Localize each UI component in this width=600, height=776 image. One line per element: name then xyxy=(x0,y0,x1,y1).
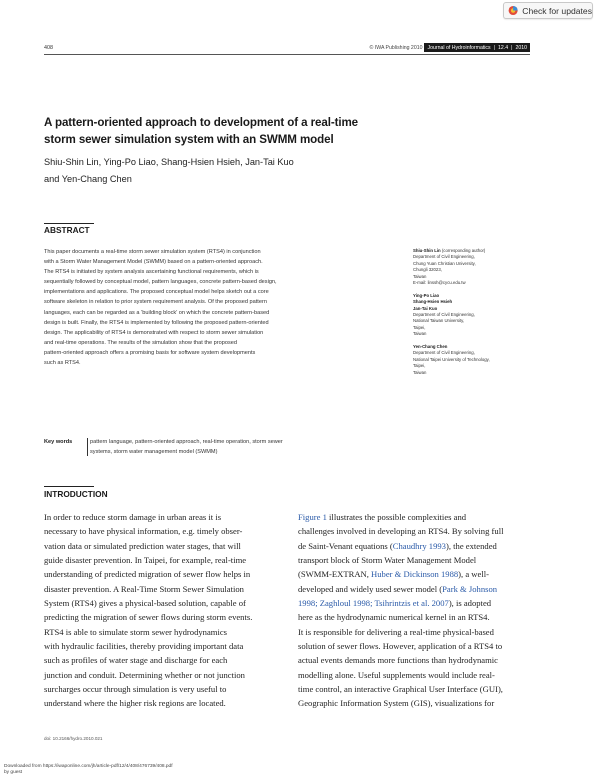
body-line: developed and widely used sewer model (Park & Johnson xyxy=(298,583,498,594)
body-line: RTS4 is able to simulate storm sewer hydrodynamics xyxy=(44,626,228,637)
body-line: System (RTS4) gives a physical-based solution, capable of xyxy=(44,598,246,609)
abstract-line: pattern-oriented approach offers a promising basis for software system developments xyxy=(44,349,256,356)
affiliation-name: Jan-Tai Kuo xyxy=(413,305,438,311)
keywords-label: Key words xyxy=(44,439,73,445)
abstract-line: languages, each can be regarded as a ‘building block’ on which the concrete pattern-based xyxy=(44,309,270,316)
body-line: time control, an interactive Graphical User Interface (GUI), xyxy=(298,684,503,695)
title-line: storm sewer simulation system with an SWMM model xyxy=(44,133,334,146)
journal-name: Journal of Hydroinformatics xyxy=(427,44,491,51)
author-list xyxy=(44,154,294,188)
body-line: It is responsible for delivering a real-time physical-based xyxy=(298,626,494,637)
affiliation-line: Department of Civil Engineering, xyxy=(413,312,475,318)
check-updates-icon xyxy=(508,5,518,16)
affiliation-line: Chungli 32023, xyxy=(413,267,442,273)
footer-line: Downloaded from https://iwaponline.com/jh/article-pdf/12/4/408/476739/408.pdf xyxy=(4,764,173,769)
affiliation-line: Department of Civil Engineering, xyxy=(413,254,475,260)
affiliation-block xyxy=(413,344,490,376)
separator: | xyxy=(511,44,513,51)
abstract-line: implementations and applications. The proposed conceptual model helps sketch out a core xyxy=(44,289,269,296)
author-line: Shiu-Shin Lin, Ying-Po Liao, Shang-Hsien Hsieh, Jan-Tai Kuo xyxy=(44,157,294,167)
abstract-line: and real-time operations. The results of the simulation show that the proposed xyxy=(44,339,237,346)
body-line: In order to reduce storm damage in urban areas it is xyxy=(44,512,222,522)
affiliation-line: Chung Yuan Christian University, xyxy=(413,260,476,266)
header-rule xyxy=(44,54,530,55)
affiliation-email: E-mail: linssh@cycu.edu.tw xyxy=(413,280,466,286)
introduction-left-column xyxy=(44,510,252,711)
introduction-rule xyxy=(44,486,94,487)
body-line: guide disaster prevention. In Taipei, for example, real-time xyxy=(44,555,247,566)
keywords-line: systems, storm water management model (SWMM) xyxy=(90,449,218,456)
affiliation-name: Yen-Chang Chen xyxy=(413,344,448,350)
introduction-right-column xyxy=(298,510,503,711)
keywords-divider xyxy=(87,438,88,456)
keywords-line: pattern language, pattern-oriented approach, real-time operation, storm sewer xyxy=(90,439,283,445)
affiliation-name: Shiu-Shin Lin xyxy=(413,248,441,253)
page-number: 408 xyxy=(44,45,53,51)
abstract-heading: ABSTRACT xyxy=(44,225,90,235)
citation-link[interactable]: 1998; Zaghloul 1998; Tsihrintzis et al. 2007 xyxy=(298,598,449,609)
figure-link[interactable]: Figure 1 xyxy=(298,512,327,522)
body-line: with hydraulic facilities, thereby providing important data xyxy=(44,641,244,652)
citation-link[interactable]: Huber & Dickinson 1988 xyxy=(371,569,459,580)
affiliation-line: Department of Civil Engineering, xyxy=(413,350,475,356)
body-line: disaster prevention. A Real-Time Storm Sewer Simulation xyxy=(44,583,244,594)
abstract-line: such as RTS4. xyxy=(44,360,81,367)
introduction-heading: INTRODUCTION xyxy=(44,489,108,499)
affiliation-note: (corresponding author) xyxy=(440,248,486,253)
affiliation-block xyxy=(413,248,490,286)
body-line: solution of sewer flows. However, application of a RTS4 to xyxy=(298,641,503,652)
body-line: vation data or simulated prediction water stages, that will xyxy=(44,540,241,551)
separator: | xyxy=(493,44,495,51)
body-line: such as profiles of water stage and discharge for each xyxy=(44,655,228,666)
check-for-updates-button[interactable] xyxy=(503,2,593,19)
affiliation-name: Shang-Hsien Hsieh xyxy=(413,299,453,305)
body-line: Geographic Information System (GIS), visualizations for xyxy=(298,698,495,709)
body-line: 1998; Zaghloul 1998; Tsihrintzis et al. 2007), is adopted xyxy=(298,598,492,609)
affiliation-block xyxy=(413,293,490,338)
affiliation-line: Taiwan xyxy=(413,369,427,375)
affiliation-line: Taiwan xyxy=(413,273,427,279)
publisher-text: © IWA Publishing 2010 xyxy=(369,44,423,51)
check-updates-label: Check for updates xyxy=(522,5,592,16)
body-line: here as the hydrodynamic numerical kernel in an RTS4. xyxy=(298,612,490,623)
body-line: understanding of predicted migration of sewer flow helps in xyxy=(44,569,251,580)
body-line: Figure 1 illustrates the possible complexities and xyxy=(298,512,467,522)
abstract-line: This paper documents a real-time storm sewer simulation system (RTS4) in conjunction xyxy=(44,249,261,255)
abstract-line: design. The applicability of RTS4 is demonstrated with respect to storm sewer simulation xyxy=(44,329,264,336)
abstract-line: software skeleton in relation to prior system requirement analysis. Of the proposed pattern xyxy=(44,299,267,306)
journal-year: 2010 xyxy=(515,44,527,51)
citation-link[interactable]: Park & Johnson xyxy=(442,583,498,594)
keywords-text xyxy=(90,437,283,457)
article-title xyxy=(44,114,358,148)
title-line: A pattern-oriented approach to development of a real-time xyxy=(44,116,359,129)
journal-volume: 12.4 xyxy=(497,44,509,51)
citation-link[interactable]: Chaudhry 1993 xyxy=(392,540,446,551)
abstract-line: design is built. Finally, the RTS4 is implemented by following the proposed pattern-oriented xyxy=(44,319,269,326)
body-line: modelling alone. Useful supplements would include real- xyxy=(298,669,495,680)
doi-text: doi: 10.2166/hydro.2010.021 xyxy=(44,736,103,741)
affiliation-line: National Taipei University of Technology, xyxy=(413,356,490,362)
body-line: predicting the migration of sewer flows during storm events. xyxy=(44,612,253,623)
body-line: necessary to have physical information, e.g. timely obser- xyxy=(44,526,243,537)
affiliation-line: Taipei, xyxy=(413,324,426,330)
abstract-line: sequentially followed by conceptual model, pattern languages, concrete pattern-based design, xyxy=(44,279,277,286)
body-line: challenges involved in developing an RTS4. By solving full xyxy=(298,526,504,537)
affiliation-line: Taiwan xyxy=(413,331,427,337)
footer-line: by guest xyxy=(4,770,23,775)
body-line: de Saint-Venant equations (Chaudhry 1993), the extended xyxy=(298,540,497,551)
body-line: understand where the higher risk regions are located. xyxy=(44,698,226,709)
body-line: surcharges occur through simulation is very useful to xyxy=(44,684,227,695)
body-line: junction and conduit. Determining whether or not junction xyxy=(44,669,245,680)
affiliation-name: Ying-Po Liao xyxy=(413,292,440,298)
body-line: transport block of Storm Water Management Model xyxy=(298,555,477,566)
abstract-line: with a Storm Water Management Model (SWMM) based on a pattern-oriented approach. xyxy=(44,259,263,266)
affiliation-line: National Taiwan University, xyxy=(413,318,465,324)
download-footer xyxy=(4,764,173,776)
affiliation-line: Taipei, xyxy=(413,363,426,369)
journal-header xyxy=(370,43,530,52)
abstract-body xyxy=(44,247,384,368)
affiliations xyxy=(413,248,490,382)
abstract-line: The RTS4 is initiated by system analysis ascertaining functional requirements, which is xyxy=(44,269,259,276)
body-line: (SWMM-EXTRAN, Huber & Dickinson 1988), a well- xyxy=(298,569,489,580)
body-line: actual events demands more functions than hydrodynamic xyxy=(298,655,498,666)
author-line: and Yen-Chang Chen xyxy=(44,174,132,184)
abstract-rule xyxy=(44,223,94,224)
journal-bar xyxy=(424,43,530,52)
